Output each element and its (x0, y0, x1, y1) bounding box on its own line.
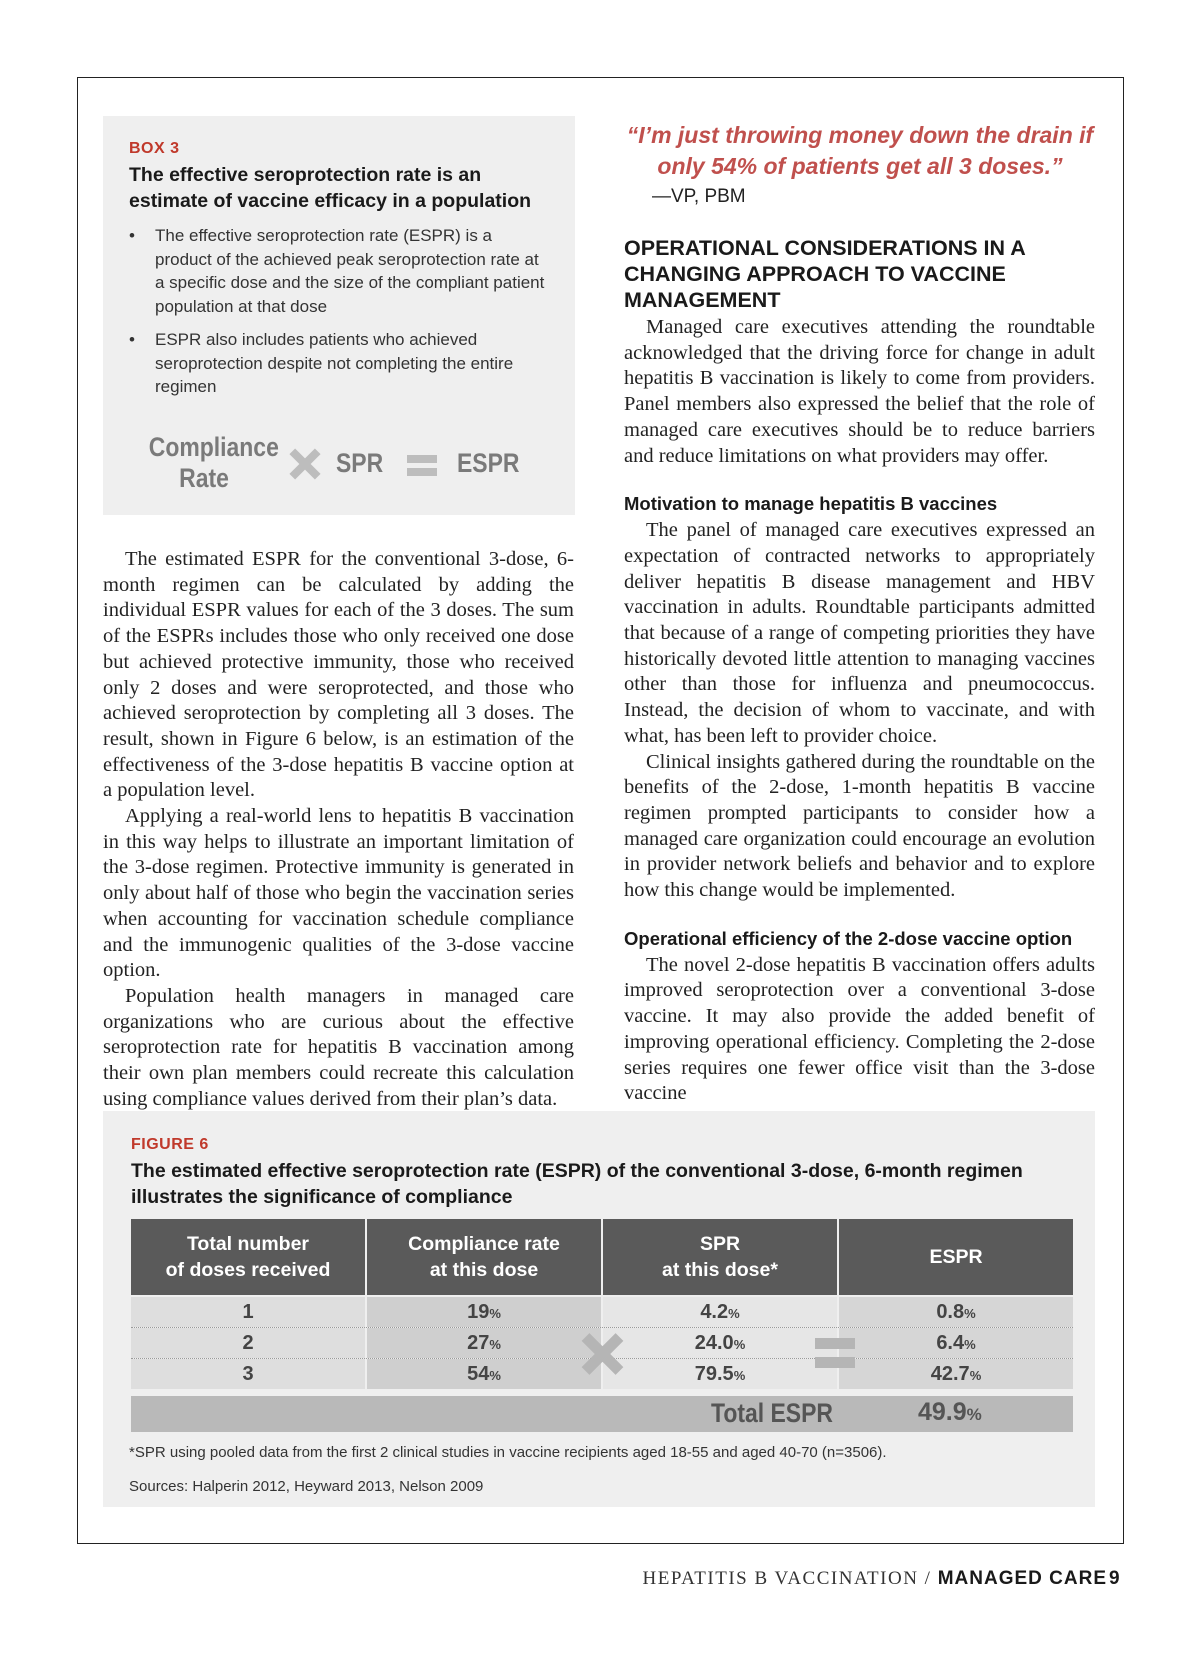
cell-spr (603, 1328, 837, 1358)
box-title: The effective seroprotection rate is an estimate of vaccine efficacy in a population (129, 164, 532, 212)
figure-footnote: *SPR using pooled data from the first 2 clinical studies in vaccine recipients aged 18-55 and aged 40-70 (n=3506). (129, 1444, 887, 1461)
table-row (131, 1297, 1073, 1327)
cell-value: 4.2 (700, 1301, 729, 1323)
percent-sign: % (964, 1337, 976, 1352)
header-line: Total number (186, 1233, 310, 1255)
percent-sign: % (489, 1306, 501, 1321)
body-paragraph: The estimated ESPR for the conventional 3-dose, 6-month regimen can be calculated by adding the individual ESPR values for each of the 3 doses. The sum of the ESPRs includes those who only received one dose but achieved protective immunity, those who received only 2 doses and were seroprotected, and those who achieved seroprotection by completing all 3 doses. The result, shown in Figure 6 below, is an estimation of the effectiveness of the 3-dose hepatitis B vaccine option at a population level. (103, 548, 574, 802)
figure-6 (103, 1111, 1095, 1507)
header-line: ESPR (929, 1246, 983, 1268)
body-paragraph: The panel of managed care executives expressed an expectation of contracted networks to appropriately deliver hepatitis B disease management and HBV vaccination in adults. Roundtable participants admitted that because of a range of competing priorities they have historically devoted little attention to managing vaccines other than those for influenza and pneumococcus. Instead, the decision of whom to vaccinate, and with what, has been left to provider choice. (624, 519, 1095, 747)
box-bullet: • ESPR also includes patients who achieved seroprotection despite not completing the entire regimen (129, 328, 549, 399)
cell-value: 42.7 (930, 1363, 970, 1385)
running-title-section: MANAGED CARE (937, 1568, 1107, 1589)
cell-espr (839, 1297, 1073, 1327)
cell-doses: 2 (131, 1328, 365, 1358)
cell-espr (839, 1328, 1073, 1358)
percent-sign: % (728, 1306, 740, 1321)
header-line: at this dose (429, 1259, 539, 1281)
percent-sign: % (489, 1337, 501, 1352)
body-paragraph: Clinical insights gathered during the roundtable on the benefits of the 2-dose, 1-month hepatitis B vaccine regimen prompted participants to consider how a managed care organization could encourage an evolution in provider network beliefs and behavior and to explore how this change would be implemented. (624, 750, 1095, 902)
body-paragraph: The novel 2-dose hepatitis B vaccination offers adults improved seroprotection over a conventional 3-dose vaccine. It may also provide the added benefit of improving operational efficiency. Completing the 2-dose series requires one fewer office visit than the 3-dose vaccine (624, 953, 1095, 1105)
left-column (103, 547, 574, 1112)
table-header-espr (839, 1219, 1073, 1295)
cell-value: 27 (467, 1332, 490, 1354)
subheading: Operational efficiency of the 2-dose vaccine option (624, 927, 1073, 949)
cell-value: 79.5 (694, 1363, 734, 1385)
table-header-doses (131, 1219, 365, 1295)
header-line: of doses received (165, 1259, 331, 1281)
section-heading: OPERATIONAL CONSIDERATIONS IN A CHANGING APPROACH TO VACCINE MANAGEMENT (624, 236, 1025, 312)
body-paragraph: Population health managers in managed care organizations who are curious about the effective seroprotection rate for hepatitis B vaccination among their own plan members could recreate this calculation using compliance values derived from their plan’s data. (103, 984, 574, 1110)
percent-sign: % (489, 1368, 501, 1383)
equation-espr: ESPR (457, 448, 520, 478)
body-paragraph: Applying a real-world lens to hepatitis B vaccination in this way helps to illustrate an important limitation of the 3-dose regimen. Protective immunity is generated in only about half of those who begin the vaccination series when accounting for vaccination schedule compliance and the immunogenic qualities of the 3-dose vaccine option. (103, 805, 574, 982)
right-column (624, 315, 1095, 1107)
running-footer (643, 1568, 1107, 1590)
total-value-number: 49.9 (918, 1398, 967, 1426)
figure-title: The estimated effective seroprotection rate (ESPR) of the conventional 3-dose, 6-month regimen illustrates the significance of compliance (131, 1160, 1023, 1208)
header-line: Compliance rate (408, 1233, 560, 1255)
cell-spr (603, 1359, 837, 1389)
multiply-icon (582, 1334, 622, 1374)
percent-sign: % (964, 1306, 976, 1321)
cell-value: 0.8 (936, 1301, 965, 1323)
equation-compliance-rate (148, 432, 279, 494)
box-3 (103, 116, 575, 515)
figure-label: FIGURE 6 (131, 1136, 209, 1153)
cell-compliance (367, 1297, 601, 1327)
cell-spr (603, 1297, 837, 1327)
cell-doses: 1 (131, 1297, 365, 1327)
subheading: Motivation to manage hepatitis B vaccines (624, 493, 998, 515)
cell-value: 54 (467, 1363, 490, 1385)
percent-sign: % (733, 1337, 746, 1352)
table-header-compliance (367, 1219, 601, 1295)
cell-value: 19 (467, 1301, 490, 1323)
cell-doses: 3 (131, 1359, 365, 1389)
espr-equation (103, 432, 575, 502)
total-espr-value (918, 1398, 982, 1427)
total-espr-label: Total ESPR (711, 1398, 834, 1428)
header-line: at this dose* (662, 1259, 778, 1281)
page-number: 9 (1109, 1568, 1120, 1589)
cell-value: 6.4 (936, 1332, 965, 1354)
percent-sign: % (966, 1405, 982, 1424)
header-line: SPR (699, 1233, 741, 1255)
box-label: BOX 3 (129, 140, 180, 157)
body-paragraph: Managed care executives attending the roundtable acknowledged that the driving force for change in adult hepatitis B vaccination is likely to come from providers. Panel members also expressed the belief that the role of managed care executives should be to reduce barriers and reduce limitations on what providers may offer. (624, 316, 1095, 467)
running-title: HEPATITIS B VACCINATION / (642, 1568, 938, 1589)
quote-attribution: —VP, PBM (652, 186, 746, 207)
equals-icon (407, 455, 437, 477)
cell-compliance (367, 1359, 601, 1389)
cell-compliance (367, 1328, 601, 1358)
cell-espr (839, 1359, 1073, 1389)
box-bullet: • The effective seroprotection rate (ESPR) is a product of the achieved peak seroprotection rate at a specific dose and the size of the compliant patient population at that dose (129, 224, 549, 318)
total-espr-bar (131, 1396, 1073, 1432)
equation-spr: SPR (336, 448, 384, 478)
multiply-icon (289, 449, 319, 479)
pull-quote: “I’m just throwing money down the drain if only 54% of patients get all 3 doses.” (626, 122, 1094, 179)
equation-term-line: Compliance (148, 432, 279, 462)
percent-sign: % (969, 1368, 982, 1383)
equation-term-line: Rate (179, 463, 229, 493)
percent-sign: % (733, 1368, 746, 1383)
figure-sources: Sources: Halperin 2012, Heyward 2013, Nelson 2009 (129, 1478, 484, 1495)
cell-value: 24.0 (694, 1332, 734, 1354)
box-bullet-list (129, 224, 549, 399)
table-header-spr (603, 1219, 837, 1295)
equals-icon (815, 1338, 855, 1368)
